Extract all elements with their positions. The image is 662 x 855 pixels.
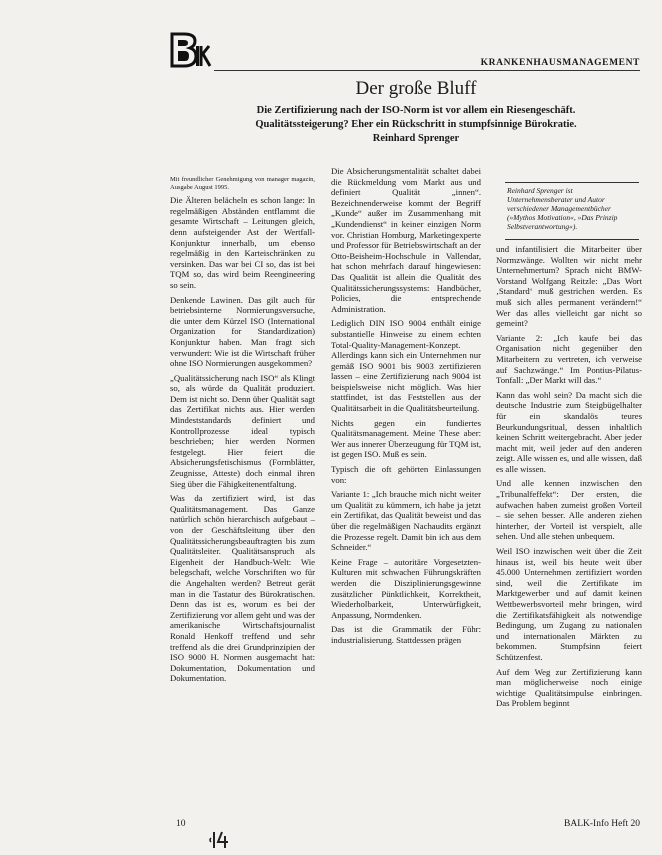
article-title: Der große Bluff: [355, 78, 477, 99]
paragraph: Typisch die oft gehörten Einlassungen von:: [331, 464, 481, 485]
paragraph: Denkende Lawinen. Das gilt auch für betriebsinterne Normierungsversuche, die unter dem Kürzel ISO (International Organization for Standardization) Konjunktur haben. Man fragt sich verwundert: Wie ist die Wirtschaft früher ohne ISO Normierungen ausgekommen?: [170, 294, 315, 369]
handwritten-mark: [208, 828, 234, 850]
paragraph: Variante 2: „Ich kaufe bei das Organisation nicht gegenüber den Mitarbeitern zu vertreten, ich verweise auf Sachzwänge.“ Im Pontius-Pilatus-Tonfall: „Der Markt will das.“: [496, 332, 642, 386]
journal-footer: BALK-Info Heft 20: [564, 819, 640, 829]
paragraph: Auf dem Weg zur Zertifizierung kann man möglicherweise noch einige wichtige Qualitätsimpulse einbringen. Das Problem beginnt: [496, 666, 642, 709]
paragraph: und infantilisiert die Mitarbeiter über Normzwänge. Wollten wir nicht mehr Unternehmertum? Sprach nicht BMW-Vorstand Wolfgang Reitzle: „Das Wort ‚Standard‘ muß gestrichen werden. Es muß sich alles permanent verändern!“ Wer das alles vielleicht gar nicht so gemeint?: [496, 244, 642, 329]
paragraph: Variante 1: „Ich brauche mich nicht weiter um Qualität zu kümmern, ich habe ja jetzt ein Zertifikat, das Qualität beweist und das über die regelmäßigen Nachaudits ergänzt die Prozesse regelt. Damit bin ich aus dem Schneider.“: [331, 489, 481, 553]
header-divider: [214, 70, 640, 71]
article-subtitle: Die Zertifizierung nach der ISO-Norm ist vor allem ein Riesengeschäft. Qualitätssteigerung? Eher ein Rückschritt in stumpfsinnige Bürokratie.: [255, 105, 577, 130]
article-author: Reinhard Sprenger: [372, 133, 460, 144]
paragraph: Die Älteren belächeln es schon lange: In regelmäßigen Abständen entflammt die gesamte Wirtschaft – Leitungen gleich, denn aufsteigender Ast der Wertfall-Konjunktur innerhalb, um ebenso regelmäßig in den Karteischränken zu versinken. Das war bei CI so, das ist bei TQM so, das wird beim Reengineering so sein.: [170, 195, 315, 290]
paragraph: Lediglich DIN ISO 9004 enthält einige substantielle Hinweise zu einem echten Total-Quality-Management-Konzept. Allerdings kann sich ein Unternehmen nur gemäß ISO 9001 bis 9003 zertifizieren lassen – eine Zertifizierung nach 9004 ist beispielsweise nicht möglich. Was hier stattfindet, ist das Feststellen aus der Qualitätsarbeit in die Qualitätsbeurteilung.: [331, 318, 481, 414]
text-column-1: [170, 176, 315, 688]
paragraph: Kann das wohl sein? Da macht sich die deutsche Industrie zum Steigbügelhalter für ein skandalös teures Beurkundungsritual, dessen inhaltlich keinen Schritt weitergebracht. Aber jeder macht mit, weil jeder auf den anderen zeigt. Alle wissen es, und alle wissen, daß es alle wissen.: [496, 389, 642, 474]
page-number: 10: [176, 819, 186, 829]
section-label: KRANKENHAUSMANAGEMENT: [480, 58, 640, 68]
paragraph: Weil ISO inzwischen weit über die Zeit hinaus ist, weil bis heute weit über 45.000 Unternehmen zertifiziert worden sind, weil die Zertifikate im Marktgewerber und auf damit keinen Wettbewerbsvorteil mehr bringen, wird die Zertifikatsfähigkeit als notwendige Bedingung, um Zugang zu nationalen und internationalen Märkten zu bekommen. Stumpfsinn feiert Schützenfest.: [496, 546, 642, 662]
paragraph: Das ist die Grammatik der Führ: industrialisierung. Stattdessen prägen: [331, 624, 481, 645]
source-note: Mit freundlicher Genehmigung von manager magazin, Ausgabe August 1995.: [170, 176, 315, 191]
paragraph: Die Absicherungsmentalität schaltet dabei die Rückmeldung vom Markt aus und definiert Qualität „innen“. Bezeichnenderweise kommt der Begriff „Kunde“ außer im Zusammenhang mit „Kundendienst“ in keiner einzigen Norm vor. Christian Homburg, Marketingexperte und Professor für Betriebswirtschaft an der Otto-Beisheim-Hochschule in Vallendar, hat schon mehrfach darauf hingewiesen: Das Qualität ist allein die Qualität des Qualitätssicherungssystems: Handbücher, Policies, die entsprechende Administration.: [331, 166, 481, 314]
text-column-2: [331, 166, 481, 650]
paragraph: Und alle kennen inzwischen den „Tribunalfeffekt“: Der ersten, die aufwachen haben zumeist großen Vorteil – sie sehen besser. Alle anderen ziehen hinterher, der Vorteil ist verspielt, alle sehen. Und alle stehen unbequem.: [496, 478, 642, 542]
paragraph: Was da zertifiziert wird, ist das Qualitätsmanagement. Das Ganze natürlich schön hierarchisch aufgebaut – von der Geschäftsleitung über den Qualitätssicherungsbeauftragten bis zum Qualitätsleiter. Qualitätsanspruch als Eigenheit der Handbuch-Welt: Wie belegschaft, welche Vorschriften wo für die Angehalten werden? Betreut gerät man in die Tastatur des Bürokratischen. Denn das ist es, worum es bei der Zertifizierung vor allem geht und was der amerikanische Wirtschaftsjournalist Ronald Henkoff treffend und sehr treffend als die drei Grundprinzipien der ISO 9000 H. Normen ausgemacht hat: Dokumentation, Dokumentation und Dokumentation.: [170, 493, 315, 684]
paragraph: Keine Frage – autoritäre Vorgesetzten-Kulturen mit schwachen Führungskräften werden die Disziplinierungsgewinne zusätzlicher Pünktlichkeit, Korrektheit, Wiederholbarkeit, Unterwürfigkeit, Anpassung, Normdenken.: [331, 556, 481, 620]
paragraph: „Qualitätssicherung nach ISO“ als Klingt so, als würde da Qualität produziert. Dem ist nicht so. Denn über Qualität sagt das Zertifikat nichts aus. Hier werden Mindeststandards definiert und Kontrollprozesse ideal typisch beschrieben; hier werden Normen festgelegt. Hier feiert die Absicherungsfetischismus (Formblätter, Zeugnisse, Atteste) doch einmal ihren Sieg über die Fähigkeitenentfaltung.: [170, 372, 315, 489]
paragraph: Nichts gegen ein fundiertes Qualitätsmanagement. Meine These aber: Wer aus innerer Überzeugung für TQM ist, ist gegen ISO. Muß es sein.: [331, 417, 481, 460]
author-note-box: Reinhard Sprenger ist Unternehmensberater und Autor verschiedener Managementbücher (»Mythos Motivation«, »Das Prinzip Selbstverantwortung«).: [505, 182, 639, 240]
balk-logo: [168, 30, 212, 70]
text-column-3: [496, 244, 642, 713]
